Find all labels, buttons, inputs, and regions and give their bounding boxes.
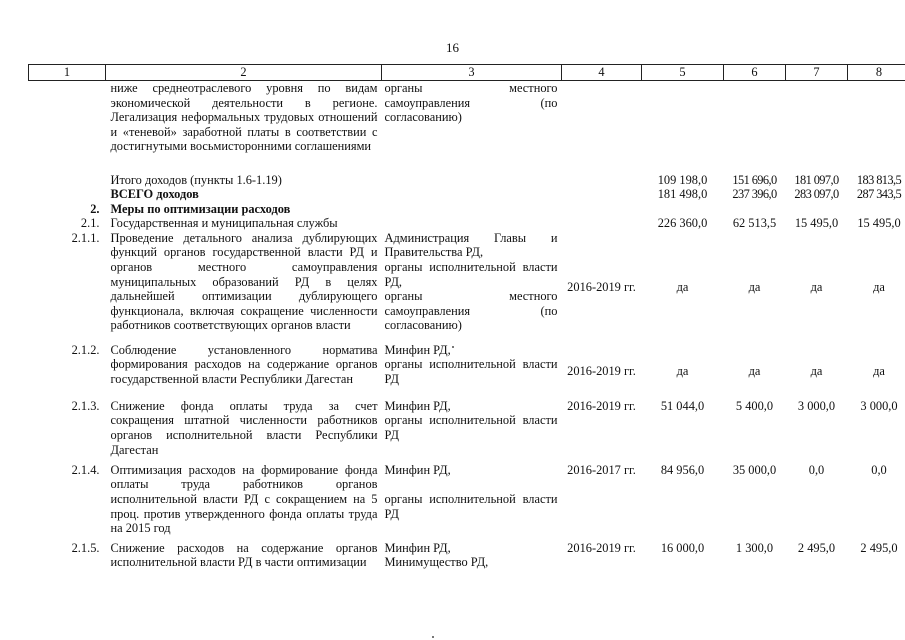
col-header-8: 8 xyxy=(848,65,905,81)
row-number: 2.1.1. xyxy=(71,230,100,245)
executor-line: органы исполнительной власти РД xyxy=(384,413,558,443)
measure-text: Соблюдение установленного норматива формирования расходов на содержание органов государственной власти Республики Дагестан xyxy=(110,342,378,387)
value-8: да xyxy=(873,363,885,378)
executor xyxy=(382,541,562,570)
value-5: 51 044,0 xyxy=(660,398,705,413)
table-row xyxy=(29,463,905,541)
measure-text: Итого доходов (пункты 1.6-1.19) xyxy=(110,172,282,187)
value-6: 1 300,0 xyxy=(735,540,774,555)
table-row xyxy=(29,202,905,217)
term: 2016-2019 гг. xyxy=(567,363,636,378)
executor xyxy=(382,343,562,399)
col-header-7: 7 xyxy=(786,65,848,81)
value-6 xyxy=(724,202,786,217)
measure-text: Меры по оптимизации расходов xyxy=(110,201,291,216)
term: 2016-2019 гг. xyxy=(567,540,636,555)
value-5: да xyxy=(676,279,689,294)
row-number xyxy=(29,187,106,202)
value-8: 2 495,0 xyxy=(860,540,898,555)
value-8: 0,0 xyxy=(871,462,887,477)
value-5 xyxy=(642,202,724,217)
executor-line: органы исполнительной власти РД xyxy=(384,357,558,387)
executor-line: Минимущество РД, xyxy=(384,555,489,570)
executor xyxy=(382,463,562,541)
value-8: 15 495,0 xyxy=(857,216,901,231)
col-header-4: 4 xyxy=(562,65,642,81)
value-7: 2 495,0 xyxy=(797,540,836,555)
measure-text: Оптимизация расходов на формирование фонда оплаты труда работников органов исполнительной власти РД с сокращением на 5 проц. против утвержденного фонда оплаты труда на 2015 год xyxy=(110,462,378,536)
row-number xyxy=(29,81,106,173)
table-row xyxy=(29,187,905,202)
executor-line: Минфин РД, xyxy=(384,398,451,413)
value-7: 0,0 xyxy=(808,462,825,477)
row-number: 2.1.5. xyxy=(71,540,100,555)
value-6: 62 513,5 xyxy=(732,216,777,231)
measure-text: Снижение расходов на содержание органов исполнительной власти РД в части оптимизации xyxy=(110,540,378,570)
value-5: да xyxy=(676,363,689,378)
row-number: 2.1.2. xyxy=(71,342,100,357)
executor-line: органы местного самоуправления (по согласованию) xyxy=(384,289,558,333)
value-5: 109 198,0 xyxy=(657,172,708,187)
value-5: 84 956,0 xyxy=(660,462,705,477)
table-header-row xyxy=(29,65,905,81)
value-7 xyxy=(786,202,848,217)
table-row xyxy=(29,216,905,231)
executor-line: органы исполнительной власти РД, xyxy=(384,260,558,289)
executor xyxy=(382,202,562,217)
table-row xyxy=(29,231,905,343)
col-header-1: 1 xyxy=(29,65,106,81)
value-6: 5 400,0 xyxy=(735,398,774,413)
executor-line: органы исполнительной власти РД xyxy=(384,492,558,522)
col-header-2: 2 xyxy=(106,65,382,81)
executor-line: Минфин РД, xyxy=(384,540,451,555)
value-8: да xyxy=(873,279,885,294)
value-7: 3 000,0 xyxy=(797,398,836,413)
value-8: 183 813,5 xyxy=(856,172,902,187)
term xyxy=(562,202,642,217)
value-5: 16 000,0 xyxy=(660,540,705,555)
table-row xyxy=(29,399,905,463)
measure-text: Снижение фонда оплаты труда за счет сокращения штатной численности работников органов исполнительной власти Республики Дагестан xyxy=(110,398,378,457)
executor-line: Минфин РД, xyxy=(384,342,451,357)
term: 2016-2019 гг. xyxy=(567,279,636,294)
col-header-3: 3 xyxy=(382,65,562,81)
row-number: 2.1. xyxy=(80,216,100,231)
term: 2016-2019 гг. xyxy=(567,398,636,413)
value-5: 226 360,0 xyxy=(657,216,708,231)
executor xyxy=(382,187,562,202)
measure-text: ВСЕГО доходов xyxy=(110,187,199,202)
row-number: 2.1.4. xyxy=(71,462,100,477)
table-row xyxy=(29,173,905,188)
executor: органы местного самоуправления (по согласованию) xyxy=(384,81,558,125)
executor-line: Администрация Главы и Правительства РД, xyxy=(384,230,558,260)
value-8: 287 343,5 xyxy=(856,187,902,202)
value-7: 283 097,0 xyxy=(794,187,839,202)
value-5 xyxy=(642,81,724,173)
executor xyxy=(382,173,562,188)
term xyxy=(562,173,642,188)
value-7: да xyxy=(810,279,823,294)
value-6: да xyxy=(748,279,761,294)
executor xyxy=(382,399,562,463)
row-number xyxy=(29,173,106,188)
term xyxy=(562,216,642,231)
term: 2016-2017 гг. xyxy=(567,462,636,477)
value-5: 181 498,0 xyxy=(657,187,708,202)
row-number: 2. xyxy=(90,201,100,216)
value-6: 35 000,0 xyxy=(732,462,777,477)
executor-line: Минфин РД, xyxy=(384,462,451,477)
value-6 xyxy=(724,81,786,173)
value-8 xyxy=(848,81,905,173)
measures-table xyxy=(28,64,902,570)
executor xyxy=(382,231,562,343)
measure-text: Государственная и муниципальная службы xyxy=(110,216,338,231)
value-7: да xyxy=(810,363,823,378)
term xyxy=(562,187,642,202)
value-7: 181 097,0 xyxy=(794,172,839,187)
value-7: 15 495,0 xyxy=(794,216,839,231)
value-8: 3 000,0 xyxy=(860,398,898,413)
col-header-5: 5 xyxy=(642,65,724,81)
measure-text: Проведение детального анализа дублирующих функций органов государственной власти РД и органов местного самоуправления муниципальных образований РД в целях дальнейшей оптимизации дублирующего функционала, включая сокращение численности работников соответствующих органов власти xyxy=(110,230,378,333)
term xyxy=(562,81,642,173)
table-row xyxy=(29,343,905,399)
page-number: 16 xyxy=(446,40,459,55)
table-row xyxy=(29,81,905,173)
table-row xyxy=(29,541,905,570)
col-header-6: 6 xyxy=(724,65,786,81)
value-7 xyxy=(786,81,848,173)
value-6: 237 396,0 xyxy=(732,187,777,202)
value-6: 151 696,0 xyxy=(732,172,777,187)
scan-speck xyxy=(452,346,454,348)
executor xyxy=(382,216,562,231)
value-8 xyxy=(848,202,905,217)
row-number: 2.1.3. xyxy=(71,398,100,413)
scan-speck xyxy=(432,636,434,638)
measure-text: ниже среднеотраслевого уровня по видам экономической деятельности в регионе. Легализация неформальных трудовых отношений и «теневой» заработной платы в соответствии с достигнутыми восьмисторонними соглашениями xyxy=(110,81,378,154)
value-6: да xyxy=(748,363,761,378)
